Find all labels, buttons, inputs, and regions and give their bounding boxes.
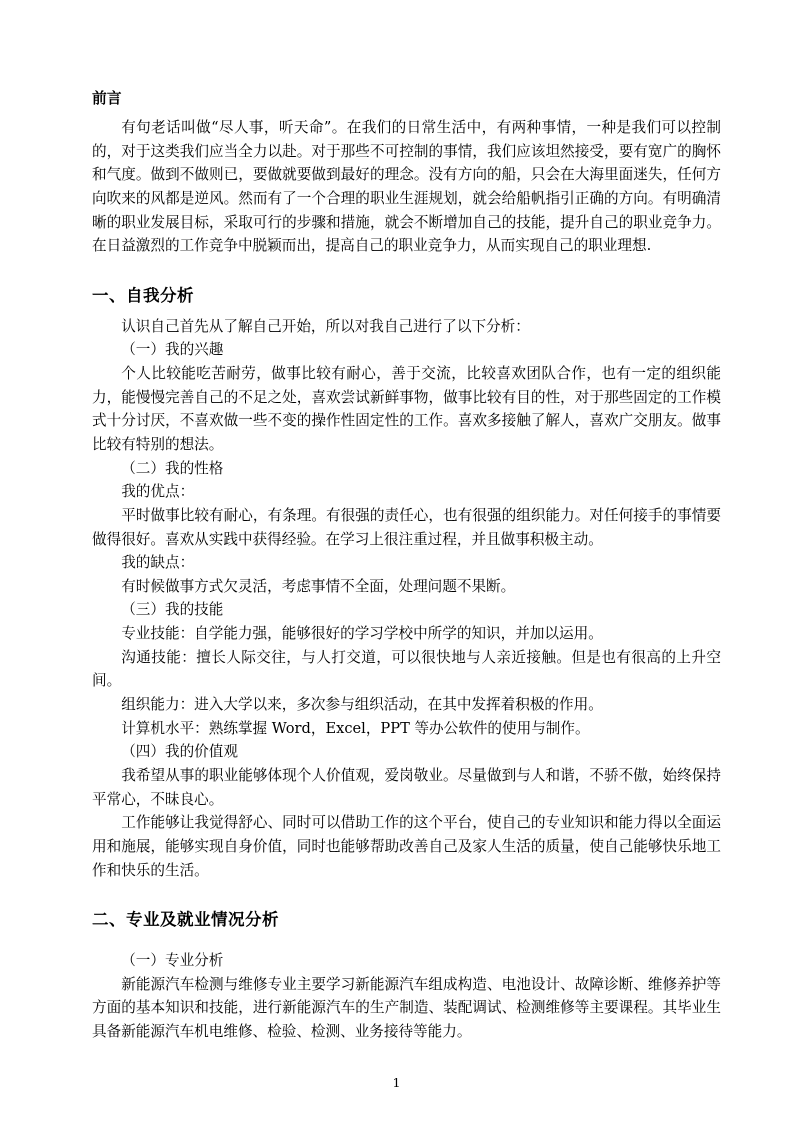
values-paragraph: 我希望从事的职业能够体现个人价值观，爱岗敬业。尽量做到与人和谐，不骄不傲，始终保持平常心，不昧良心。 [92, 766, 721, 808]
skill-item: 沟通技能：擅长人际交往，与人打交道，可以很快地与人亲近接触。但是也有很高的上升空间。 [92, 648, 721, 690]
section-two-subsection-label: （一）专业分析 [121, 951, 224, 969]
subsection-two-label: （二）我的性格 [121, 459, 224, 477]
spacer [92, 939, 721, 949]
page-number: 1 [392, 1075, 401, 1090]
subsection-three-label: （三）我的技能 [121, 601, 224, 619]
subsection-one-paragraph: 个人比较能吃苦耐劳，做事比较有耐心，善于交流，比较喜欢团队合作，也有一定的组织能力，能慢慢完善自己的不足之处，喜欢尝试新鲜事物，做事比较有目的性，对于那些固定的工作模式十分讨厌，不喜欢做一些不变的操作性固定性的工作。喜欢多接触了解人，喜欢广交朋友。做事比较有特别的想法。 [92, 365, 721, 453]
preface-paragraph: 有句老话叫做“尽人事，听天命”。在我们的日常生活中，有两种事情，一种是我们可以控制的，对于这类我们应当全力以赴。对于那些不可控制的事情，我们应该坦然接受，要有宽广的胸怀和气度。做到不做则已，要做就要做到最好的理念。没有方向的船，只会在大海里面迷失，任何方向吹来的风都是逆风。然而有了一个合理的职业生涯规划，就会给船帆指引正确的方向。有明确清晰的职业发展目标，采取可行的步骤和措施，就会不断增加自己的技能，提升自己的职业竞争力。在日益激烈的工作竞争中脱颖而出，提高自己的职业竞争力，从而实现自己的职业理想. [92, 119, 721, 255]
values-paragraph: 工作能够让我觉得舒心、同时可以借助工作的这个平台，使自己的专业知识和能力得以全面运用和施展，能够实现自身价值，同时也能够帮助改善自己及家人生活的质量，使自己能够快乐地工作和快乐的生活。 [92, 814, 721, 879]
section-two-heading: 二、专业及就业情况分析 [92, 910, 279, 930]
section-one-heading: 一、自我分析 [92, 286, 194, 306]
document-body [92, 88, 721, 1043]
weakness-label: 我的缺点： [121, 554, 195, 572]
subsection-four-label: （四）我的价值观 [121, 743, 238, 761]
preface-heading: 前言 [92, 90, 122, 107]
subsection-one-label: （一）我的兴趣 [121, 341, 224, 359]
section-two-paragraph: 新能源汽车检测与维修专业主要学习新能源汽车组成构造、电池设计、故障诊断、维修养护等方面的基本知识和技能，进行新能源汽车的生产制造、装配调试、检测维修等主要课程。其毕业生具备新能源汽车机电维修、检验、检测、业务接待等能力。 [92, 975, 721, 1040]
section-one-intro: 认识自己首先从了解自己开始，所以对我自己进行了以下分析： [121, 317, 530, 335]
weakness-text: 有时候做事方式欠灵活，考虑事情不全面，处理问题不果断。 [121, 577, 516, 595]
skill-item: 专业技能：自学能力强，能够很好的学习学校中所学的知识，并加以运用。 [121, 625, 603, 643]
strength-text: 平时做事比较有耐心，有条理。有很强的责任心，也有很强的组织能力。对任何接手的事情要做得很好。喜欢从实践中获得经验。在学习上很注重过程，并且做事积极主动。 [92, 506, 721, 548]
skill-item: 组织能力：进入大学以来，多次参与组织活动，在其中发挥着积极的作用。 [121, 696, 603, 714]
strength-label: 我的优点： [121, 483, 195, 501]
skill-item: 计算机水平：熟练掌握 Word，Excel，PPT 等办公软件的使用与制作。 [121, 719, 590, 737]
